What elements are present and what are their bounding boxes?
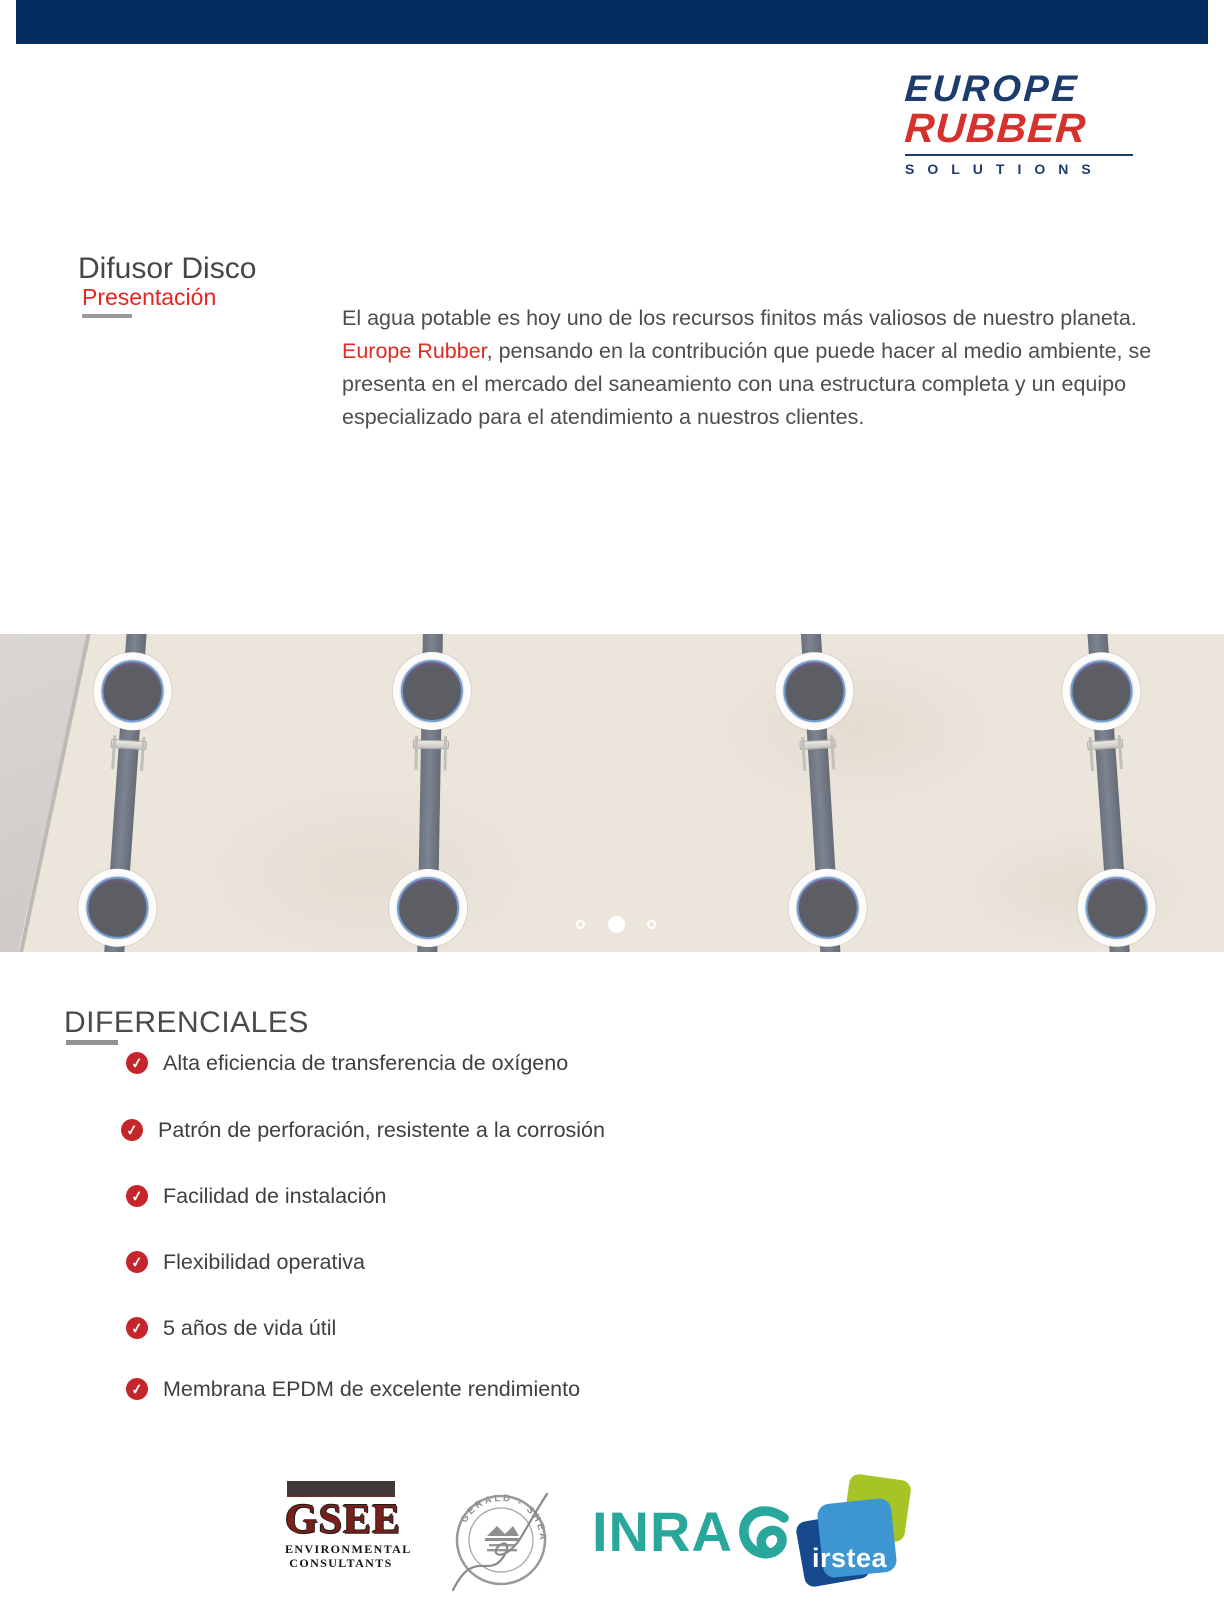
- carousel-dot[interactable]: [576, 920, 585, 929]
- pipe-clamp: [109, 735, 147, 771]
- inrae-text: INRA: [592, 1500, 733, 1563]
- feature-item: [126, 1049, 568, 1077]
- feature-label: 5 años de vida útil: [163, 1315, 337, 1340]
- header-bar: [16, 0, 1208, 44]
- disc-membrane: [782, 658, 848, 724]
- intro-paragraph: [342, 302, 1174, 434]
- disc-membrane: [397, 876, 460, 939]
- disc-membrane: [1068, 658, 1134, 724]
- logo-divider: [905, 154, 1133, 156]
- diffuser-disc: [1075, 866, 1158, 949]
- carousel-dot-active[interactable]: [608, 916, 625, 933]
- feature-item: [126, 1248, 365, 1276]
- diffuser-disc: [786, 866, 869, 949]
- subtitle-underline: [82, 314, 132, 318]
- disc-membrane: [1084, 875, 1150, 941]
- seal-arc-text: GERALD - SHEA: [458, 1492, 549, 1543]
- page-title: Difusor Disco: [78, 252, 257, 285]
- gerald-shea-seal-logo: [447, 1478, 555, 1607]
- check-icon: ✓: [125, 1377, 150, 1402]
- feature-item: [121, 1116, 605, 1144]
- paragraph-brand-name: Europe Rubber: [342, 338, 487, 363]
- feature-label: Membrana EPDM de excelente rendimiento: [163, 1376, 581, 1401]
- logo-word-solutions: SOLUTIONS: [905, 161, 1104, 177]
- carousel-dot[interactable]: [647, 920, 656, 929]
- irstea-logo: [800, 1477, 920, 1605]
- check-icon: ✓: [125, 1316, 150, 1341]
- diffuser-disc: [76, 866, 159, 949]
- diffuser-disc: [388, 868, 467, 947]
- logo-word-rubber: RUBBER: [903, 105, 1089, 151]
- check-icon: ✓: [125, 1051, 150, 1076]
- check-icon: ✓: [120, 1118, 145, 1143]
- heading-underline: [66, 1040, 118, 1045]
- gsee-line2: CONSULTANTS: [289, 1556, 393, 1570]
- feature-label: Alta eficiencia de transferencia de oxígeno: [163, 1050, 569, 1075]
- diffuser-disc: [91, 650, 174, 733]
- gsee-line1: ENVIRONMENTAL: [285, 1542, 412, 1556]
- gsee-top-bar: [287, 1481, 395, 1497]
- feature-label: Facilidad de instalación: [163, 1183, 387, 1208]
- irstea-text: irstea: [812, 1543, 888, 1573]
- check-icon: ✓: [125, 1184, 150, 1209]
- europe-rubber-logo: [905, 70, 1137, 177]
- inrae-logo: [592, 1500, 792, 1564]
- section-heading-diferenciales: DIFERENCIALES: [64, 1006, 309, 1039]
- check-icon: ✓: [125, 1250, 150, 1275]
- paragraph-lead: El agua potable es hoy uno de los recursos finitos más valiosos de nuestro planeta.: [342, 305, 1137, 330]
- seal-emblem: [487, 1526, 519, 1536]
- disc-membrane: [84, 875, 150, 941]
- diffuser-column: [54, 634, 197, 952]
- feature-label: Flexibilidad operativa: [163, 1249, 365, 1274]
- logo-word-europe: EUROPE: [903, 68, 1081, 109]
- section-subtitle-presentacion: Presentación: [82, 284, 217, 310]
- diffuser-column: [367, 634, 493, 952]
- disc-membrane: [400, 659, 463, 722]
- diffuser-column: [751, 634, 891, 952]
- diffuser-disc: [1060, 650, 1143, 733]
- feature-item: [126, 1314, 336, 1342]
- pipe-clamp: [413, 736, 450, 771]
- feature-item: [126, 1182, 387, 1210]
- diffuser-photo-slide: [0, 634, 1224, 952]
- gsee-acronym: GSEE: [285, 1497, 402, 1543]
- diffuser-disc: [773, 650, 856, 733]
- diffuser-column: [1038, 634, 1181, 952]
- paragraph-rest: , pensando en la contribución que puede hacer al medio ambiente, se presenta en el mercado del saneamiento con una estructura completa y un equipo especializado para el atendimiento a nuestros clientes.: [342, 338, 1152, 429]
- feature-item: [126, 1375, 580, 1403]
- inrae-script-e-icon: [736, 1506, 792, 1564]
- disc-membrane: [795, 875, 861, 941]
- feature-label: Patrón de perforación, resistente a la corrosión: [158, 1117, 605, 1142]
- carousel-dots: [576, 914, 656, 934]
- gsee-logo: [285, 1481, 412, 1570]
- pipe-clamp: [799, 735, 837, 771]
- diffuser-disc: [392, 651, 471, 730]
- disc-membrane: [99, 658, 165, 724]
- pipe-clamp: [1087, 735, 1125, 771]
